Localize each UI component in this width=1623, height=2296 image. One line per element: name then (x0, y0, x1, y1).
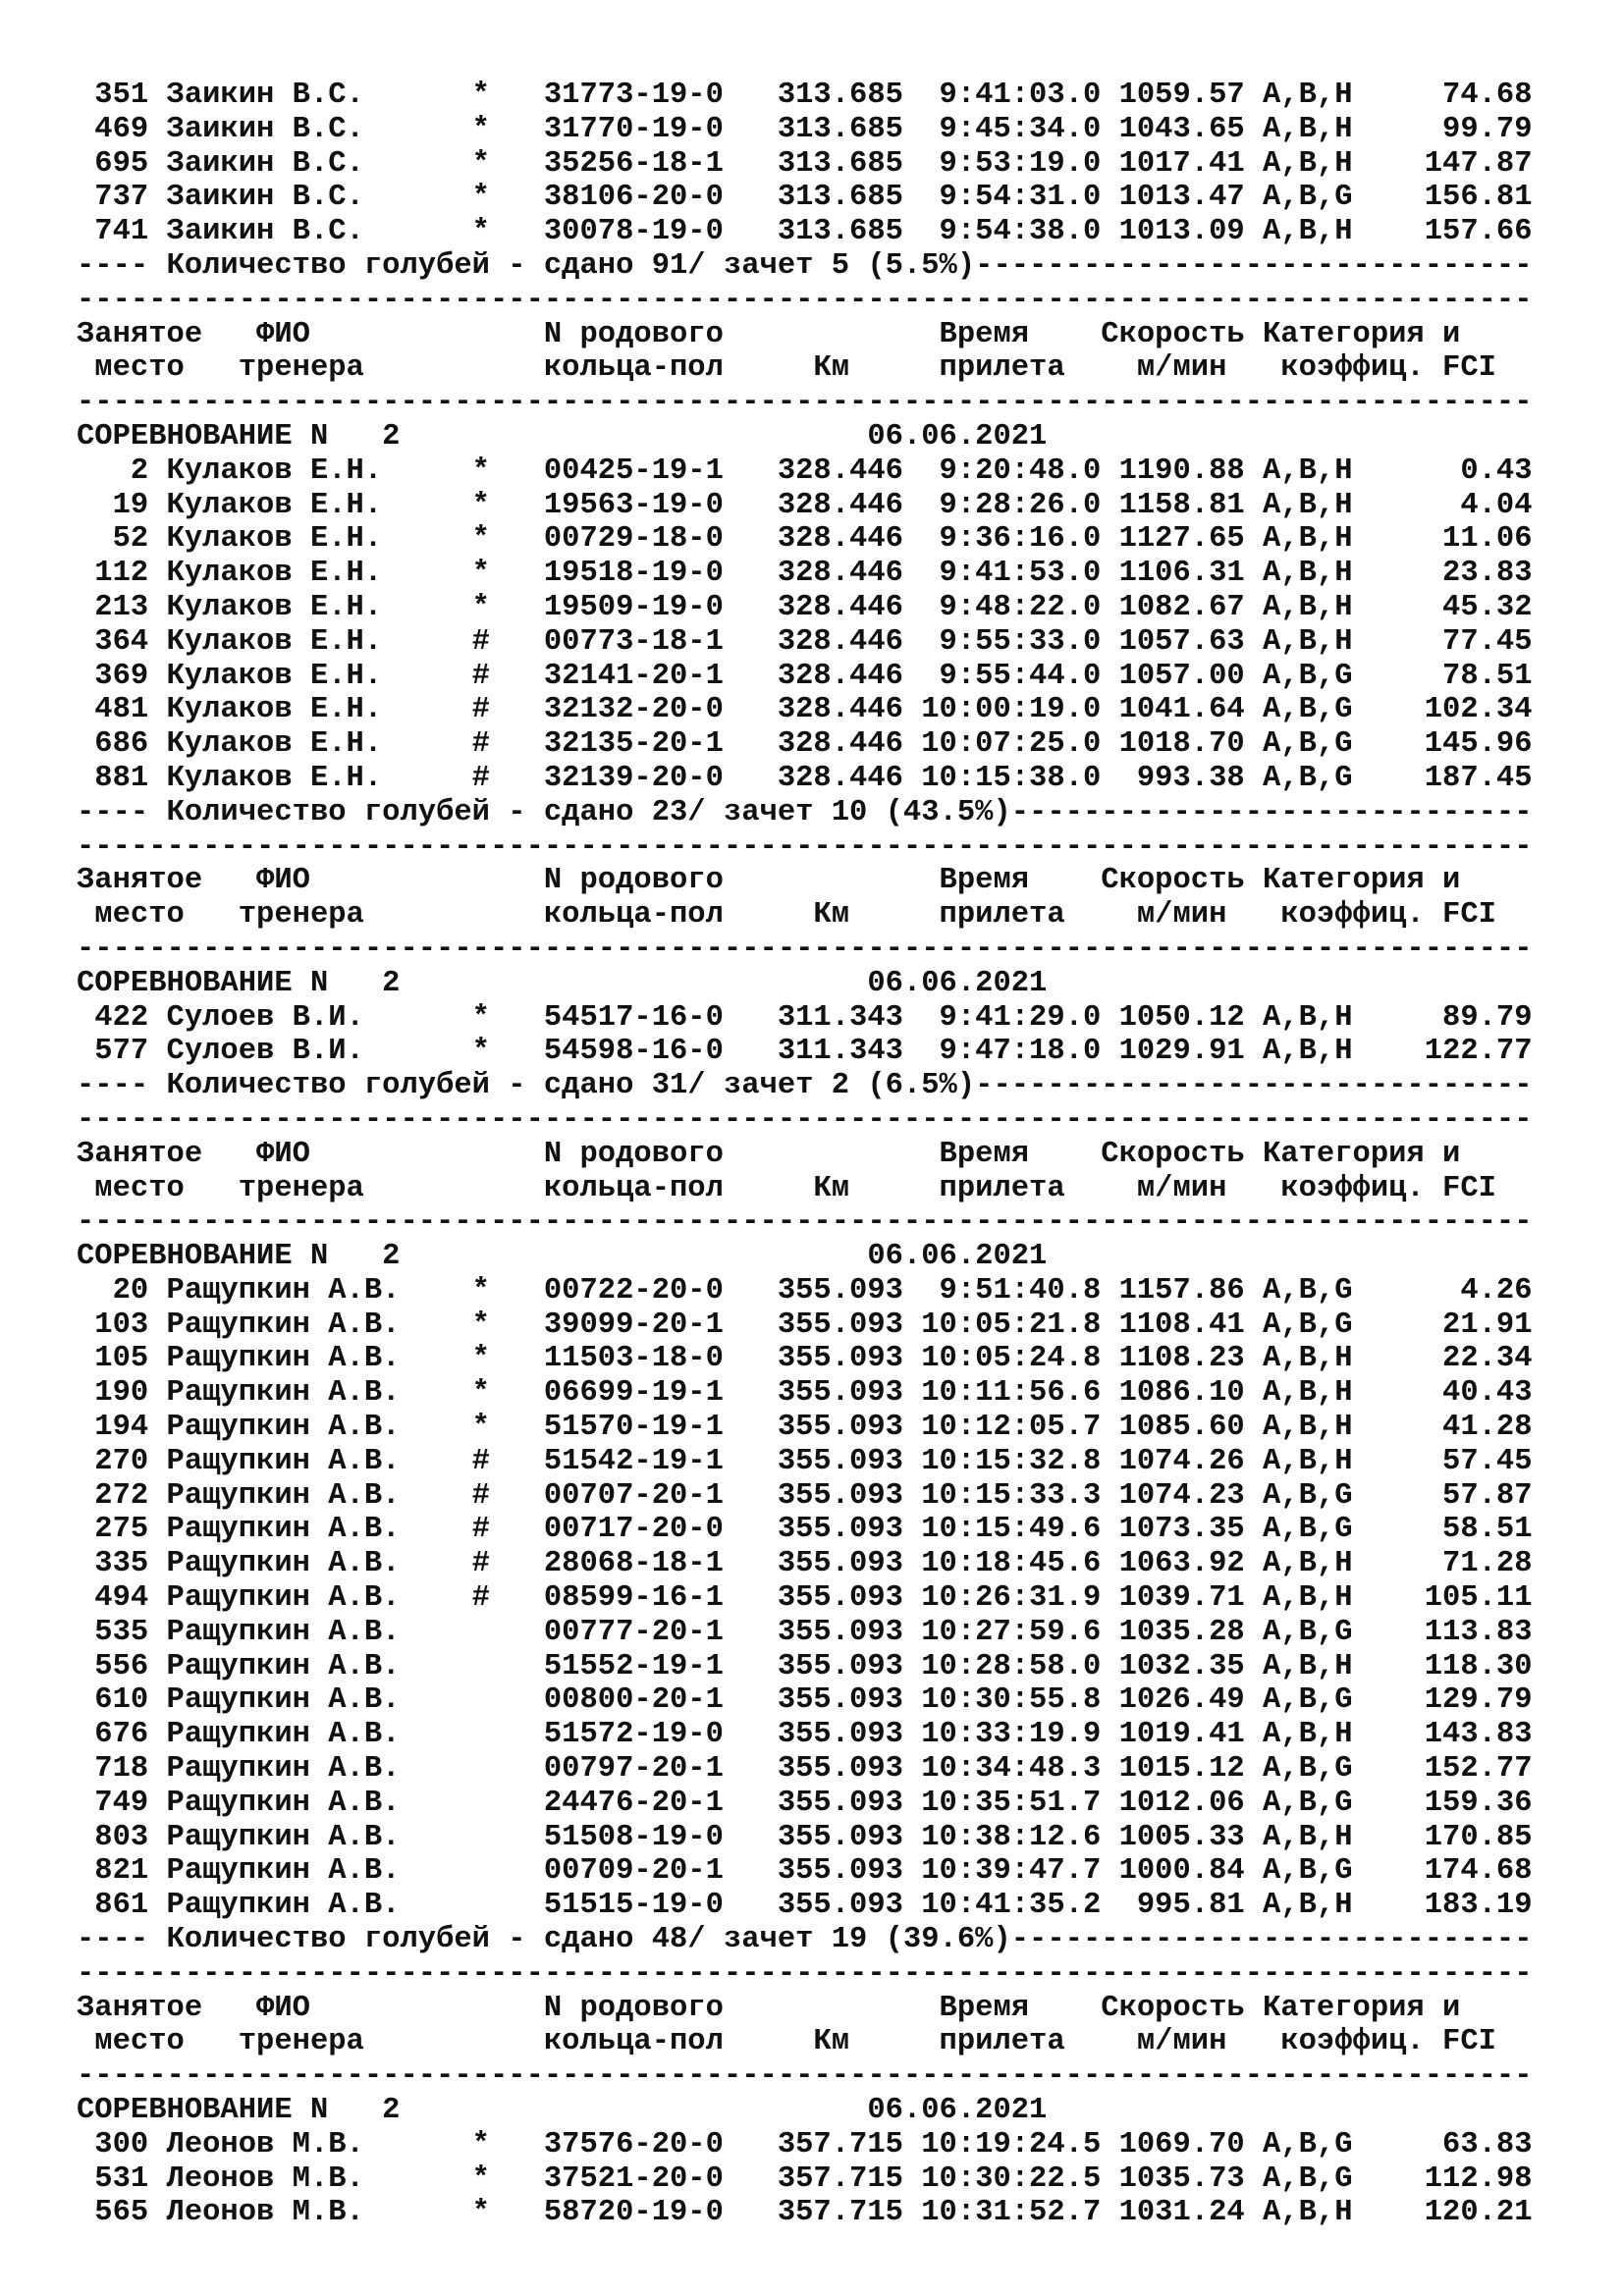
result-row: 194 Ращупкин А.В. * 51570-19-1 355.093 10:12:05.7 1085.60 A,B,H 41.28 (77, 1411, 1533, 1445)
result-row: 535 Ращупкин А.В. 00777-20-1 355.093 10:27:59.6 1035.28 A,B,G 113.83 (77, 1615, 1533, 1649)
result-row: 351 Заикин В.С. * 31773-19-0 313.685 9:41:03.0 1059.57 A,B,H 74.68 (77, 79, 1533, 112)
column-header-line-1: Занятое ФИО N родового Время Скорость Категория и (77, 317, 1461, 351)
result-row: 364 Кулаков Е.Н. # 00773-18-1 328.446 9:55:33.0 1057.63 A,B,H 77.45 (77, 624, 1533, 659)
competition-line: СОРЕВНОВАНИЕ N 2 06.06.2021 (77, 1240, 1048, 1274)
result-row: 737 Заикин В.С. * 38106-20-0 313.685 9:54:31.0 1013.47 A,B,G 156.81 (77, 181, 1533, 215)
result-row: 369 Кулаков Е.Н. # 32141-20-1 328.446 9:55:44.0 1057.00 A,B,G 78.51 (77, 659, 1533, 693)
result-row: 861 Ращупкин А.В. 51515-19-0 355.093 10:41:35.2 995.81 A,B,H 183.19 (77, 1889, 1533, 1923)
result-row: 695 Заикин В.С. * 35256-18-1 313.685 9:53:19.0 1017.41 A,B,H 147.87 (77, 146, 1533, 181)
result-row: 494 Ращупкин А.В. # 08599-16-1 355.093 10:26:31.9 1039.71 A,B,H 105.11 (77, 1581, 1533, 1616)
result-row: 19 Кулаков Е.Н. * 19563-19-0 328.446 9:28:26.0 1158.81 A,B,H 4.04 (77, 488, 1533, 522)
result-row: 275 Ращупкин А.В. # 00717-20-0 355.093 10:15:49.6 1073.35 A,B,G 58.51 (77, 1513, 1533, 1547)
result-row: 52 Кулаков Е.Н. * 00729-18-0 328.446 9:36:16.0 1127.65 A,B,H 11.06 (77, 522, 1533, 557)
column-header-line-1: Занятое ФИО N родового Время Скорость Категория и (77, 1137, 1461, 1171)
result-row: 422 Сулоев В.И. * 54517-16-0 311.343 9:41:29.0 1050.12 A,B,H 89.79 (77, 1000, 1533, 1035)
result-row: 103 Ращупкин А.В. * 39099-20-1 355.093 10:05:21.8 1108.41 A,B,G 21.91 (77, 1308, 1533, 1342)
result-row: 881 Кулаков Е.Н. # 32139-20-0 328.446 10:15:38.0 993.38 A,B,G 187.45 (77, 761, 1533, 795)
result-row: 112 Кулаков Е.Н. * 19518-19-0 328.446 9:41:53.0 1106.31 A,B,H 23.83 (77, 557, 1533, 591)
result-row: 686 Кулаков Е.Н. # 32135-20-1 328.446 10:07:25.0 1018.70 A,B,G 145.96 (77, 727, 1533, 762)
result-row: 531 Леонов М.В. * 37521-20-0 357.715 10:30:22.5 1035.73 A,B,G 112.98 (77, 2162, 1533, 2196)
result-row: 556 Ращупкин А.В. 51552-19-1 355.093 10:28:58.0 1032.35 A,B,H 118.30 (77, 1649, 1533, 1683)
trainer-block (77, 1103, 1533, 1957)
competition-line: СОРЕВНОВАНИЕ N 2 06.06.2021 (77, 966, 1048, 1000)
result-row: 718 Ращупкин А.В. 00797-20-1 355.093 10:34:48.3 1015.12 A,B,G 152.77 (77, 1752, 1533, 1787)
result-row: 749 Ращупкин А.В. 24476-20-1 355.093 10:35:51.7 1012.06 A,B,G 159.36 (77, 1786, 1533, 1820)
trainer-block (77, 830, 1533, 1103)
column-header-line-2: место тренера кольца-пол Км прилета м/мин коэффиц. FCI (77, 351, 1496, 386)
result-row: 803 Ращупкин А.В. 51508-19-0 355.093 10:38:12.6 1005.33 A,B,H 170.85 (77, 1820, 1533, 1854)
summary-line: ---- Количество голубей - сдано 91/ зачет 5 (5.5%)------------------------------- (77, 248, 1533, 283)
column-header-line-2: место тренера кольца-пол Км прилета м/мин коэффиц. FCI (77, 2025, 1496, 2059)
separator-line: --------------------------------------------------------------------------------- (77, 1205, 1533, 1240)
column-header-line-1: Занятое ФИО N родового Время Скорость Категория и (77, 1991, 1461, 2025)
competition-line: СОРЕВНОВАНИЕ N 2 06.06.2021 (77, 2094, 1048, 2128)
result-row: 190 Ращупкин А.В. * 06699-19-1 355.093 10:11:56.6 1086.10 A,B,H 40.43 (77, 1376, 1533, 1411)
separator-line: --------------------------------------------------------------------------------- (77, 932, 1533, 966)
trainer-block (77, 284, 1533, 830)
result-row: 20 Ращупкин А.В. * 00722-20-0 355.093 9:51:40.8 1157.86 A,B,G 4.26 (77, 1273, 1533, 1308)
column-header-line-1: Занятое ФИО N родового Время Скорость Категория и (77, 864, 1461, 898)
competition-line: СОРЕВНОВАНИЕ N 2 06.06.2021 (77, 419, 1048, 454)
top-block (77, 79, 1533, 284)
result-row: 481 Кулаков Е.Н. # 32132-20-0 328.446 10:00:19.0 1041.64 A,B,G 102.34 (77, 693, 1533, 727)
result-row: 105 Ращупкин А.В. * 11503-18-0 355.093 10:05:24.8 1108.23 A,B,H 22.34 (77, 1342, 1533, 1376)
results-sheet (77, 79, 1533, 2230)
result-row: 272 Ращупкин А.В. # 00707-20-1 355.093 10:15:33.3 1074.23 A,B,G 57.87 (77, 1478, 1533, 1513)
result-row: 565 Леонов М.В. * 58720-19-0 357.715 10:31:52.7 1031.24 A,B,H 120.21 (77, 2196, 1533, 2230)
summary-line: ---- Количество голубей - сдано 31/ зачет 2 (6.5%)------------------------------- (77, 1069, 1533, 1103)
result-row: 610 Ращупкин А.В. 00800-20-1 355.093 10:30:55.8 1026.49 A,B,G 129.79 (77, 1683, 1533, 1718)
separator-line: --------------------------------------------------------------------------------- (77, 283, 1533, 317)
result-row: 741 Заикин В.С. * 30078-19-0 313.685 9:54:38.0 1013.09 A,B,H 157.66 (77, 215, 1533, 249)
separator-line: --------------------------------------------------------------------------------- (77, 2059, 1533, 2094)
trainer-block (77, 1957, 1533, 2230)
summary-line: ---- Количество голубей - сдано 23/ зачет 10 (43.5%)----------------------------- (77, 795, 1533, 829)
result-row: 335 Ращупкин А.В. # 28068-18-1 355.093 10:18:45.6 1063.92 A,B,H 71.28 (77, 1547, 1533, 1581)
result-row: 676 Ращупкин А.В. 51572-19-0 355.093 10:33:19.9 1019.41 A,B,H 143.83 (77, 1718, 1533, 1752)
separator-line: --------------------------------------------------------------------------------- (77, 1102, 1533, 1137)
result-row: 213 Кулаков Е.Н. * 19509-19-0 328.446 9:48:22.0 1082.67 A,B,H 45.32 (77, 590, 1533, 624)
result-row: 2 Кулаков Е.Н. * 00425-19-1 328.446 9:20:48.0 1190.88 A,B,H 0.43 (77, 454, 1533, 488)
result-row: 577 Сулоев В.И. * 54598-16-0 311.343 9:47:18.0 1029.91 A,B,H 122.77 (77, 1035, 1533, 1069)
result-row: 300 Леонов М.В. * 37576-20-0 357.715 10:19:24.5 1069.70 A,B,G 63.83 (77, 2127, 1533, 2162)
separator-line: --------------------------------------------------------------------------------- (77, 386, 1533, 420)
result-row: 270 Ращупкин А.В. # 51542-19-1 355.093 10:15:32.8 1074.26 A,B,H 57.45 (77, 1444, 1533, 1478)
result-row: 469 Заикин В.С. * 31770-19-0 313.685 9:45:34.0 1043.65 A,B,H 99.79 (77, 112, 1533, 146)
separator-line: --------------------------------------------------------------------------------- (77, 829, 1533, 864)
separator-line: --------------------------------------------------------------------------------- (77, 1956, 1533, 1991)
column-header-line-2: место тренера кольца-пол Км прилета м/мин коэффиц. FCI (77, 1171, 1496, 1205)
summary-line: ---- Количество голубей - сдано 48/ зачет 19 (39.6%)----------------------------- (77, 1923, 1533, 1957)
column-header-line-2: место тренера кольца-пол Км прилета м/мин коэффиц. FCI (77, 898, 1496, 933)
result-row: 821 Ращупкин А.В. 00709-20-1 355.093 10:39:47.7 1000.84 A,B,G 174.68 (77, 1854, 1533, 1889)
